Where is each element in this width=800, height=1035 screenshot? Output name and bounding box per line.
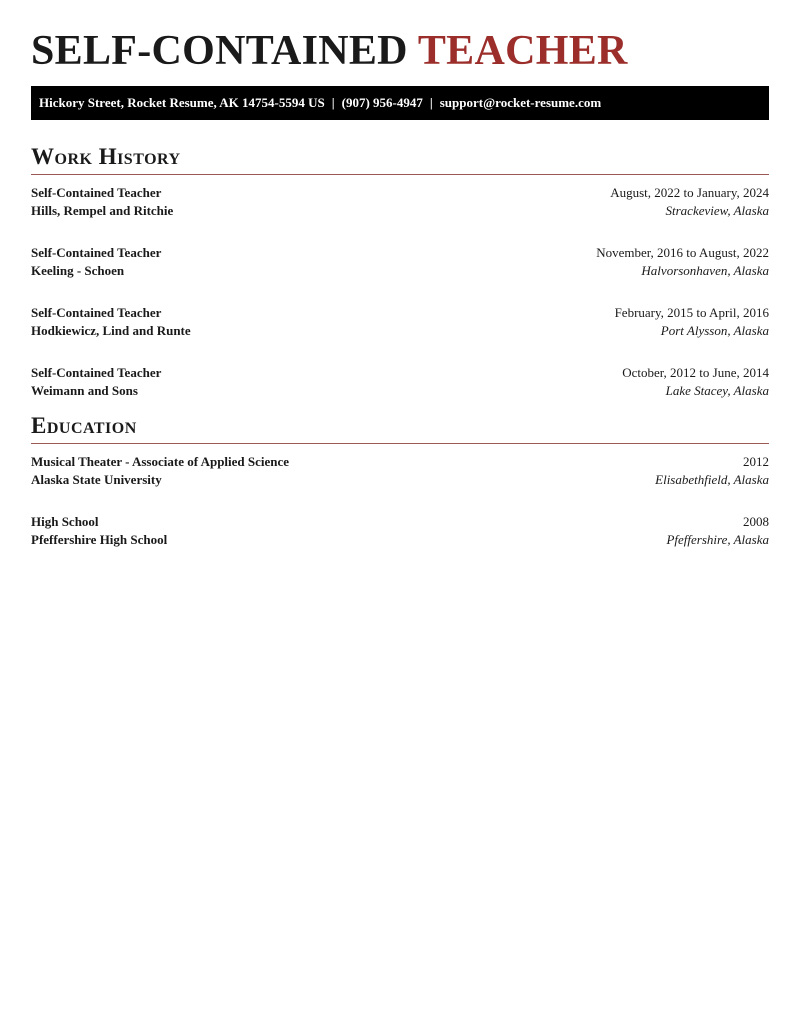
job-company: Weimann and Sons: [31, 382, 138, 398]
job-company: Hills, Rempel and Ritchie: [31, 202, 174, 218]
work-history-heading: Work History: [31, 142, 769, 175]
education-list: [31, 444, 769, 548]
education-entry: [31, 504, 769, 548]
edu-degree: Musical Theater - Associate of Applied Science: [31, 454, 290, 469]
name-last: TEACHER: [417, 28, 628, 74]
contact-separator: |: [331, 95, 335, 110]
job-company: Hodkiewicz, Lind and Runte: [31, 322, 191, 338]
job-role: Self-Contained Teacher: [31, 365, 162, 380]
work-entry: [31, 235, 769, 279]
job-role: Self-Contained Teacher: [31, 245, 162, 260]
job-dates: October, 2012 to June, 2014: [622, 365, 769, 380]
contact-email: support@rocket-resume.com: [439, 95, 602, 110]
education-entry: [31, 444, 769, 488]
edu-year: 2008: [743, 514, 769, 529]
edu-school: Pfeffershire High School: [31, 531, 168, 547]
job-location: Halvorsonhaven, Alaska: [641, 262, 769, 278]
job-role: Self-Contained Teacher: [31, 305, 162, 320]
resume-name-title: [31, 0, 769, 86]
education-heading: Education: [31, 411, 769, 444]
contact-phone: (907) 956-4947: [341, 95, 423, 110]
contact-separator: |: [429, 95, 433, 110]
edu-location: Elisabethfield, Alaska: [655, 471, 769, 487]
work-history-list: [31, 175, 769, 399]
job-location: Port Alysson, Alaska: [660, 322, 769, 338]
edu-location: Pfeffershire, Alaska: [666, 531, 769, 547]
edu-degree: High School: [31, 514, 99, 529]
job-dates: November, 2016 to August, 2022: [596, 245, 769, 260]
job-location: Strackeview, Alaska: [665, 202, 769, 218]
job-dates: August, 2022 to January, 2024: [610, 185, 769, 200]
edu-school: Alaska State University: [31, 471, 162, 487]
edu-year: 2012: [743, 454, 769, 469]
job-role: Self-Contained Teacher: [31, 185, 162, 200]
contact-address: Hickory Street, Rocket Resume, AK 14754-5594 US: [39, 95, 325, 110]
name-first: SELF-CONTAINED: [31, 28, 408, 74]
work-entry: [31, 355, 769, 399]
job-dates: February, 2015 to April, 2016: [614, 305, 769, 320]
job-company: Keeling - Schoen: [31, 262, 125, 278]
contact-bar: [31, 86, 769, 120]
work-entry: [31, 295, 769, 339]
job-location: Lake Stacey, Alaska: [665, 382, 769, 398]
work-entry: [31, 175, 769, 219]
